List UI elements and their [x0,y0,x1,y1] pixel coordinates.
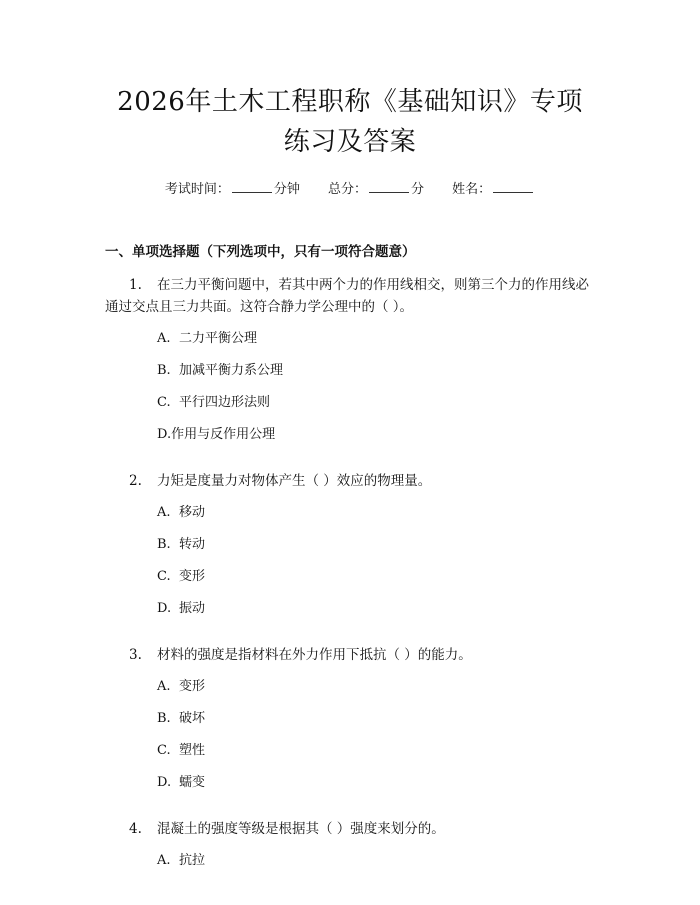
option-b [157,534,595,566]
option-text: 破坏 [179,711,206,726]
option-a [157,850,595,882]
option-letter: C. [157,743,171,758]
question-text [105,274,595,318]
option-letter: A. [157,853,171,868]
question-body: 材料的强度是指材料在外力作用下抵抗（ ）的能力。 [157,647,472,663]
question-3 [105,644,595,804]
option-text: 抗拉 [179,853,206,868]
question-body: 在三力平衡问题中，若其中两个力的作用线相交，则第三个力的作用线必通过交点且三力共面。这符合静力学公理中的（ ）。 [105,277,589,315]
option-text: 蠕变 [179,775,206,790]
option-letter: B. [157,363,171,378]
question-text [105,470,595,492]
option-c [157,566,595,598]
option-a [157,676,595,708]
option-d [157,772,595,804]
option-letter: D. [157,427,172,442]
question-1 [105,274,595,456]
exam-time-blank [232,180,272,193]
option-letter: A. [157,679,171,694]
option-text: 变形 [179,679,206,694]
question-text [105,644,595,666]
option-c [157,740,595,772]
option-letter: B. [157,537,171,552]
total-score-label: 总分： [327,182,367,197]
option-d [157,598,595,630]
question-body: 混凝土的强度等级是根据其（ ）强度来划分的。 [157,821,445,837]
exam-info-line [105,178,595,197]
option-b [157,360,595,392]
option-text: 振动 [179,601,206,616]
option-text: 塑性 [179,743,206,758]
question-body: 力矩是度量力对物体产生（ ）效应的物理量。 [157,473,432,489]
question-number: 1. [129,277,142,293]
total-score-field [328,178,424,197]
option-c [157,392,595,424]
section-header: 一、单项选择题（下列选项中，只有一项符合题意） [105,244,416,260]
option-text: 转动 [179,537,206,552]
option-b [157,708,595,740]
question-2 [105,470,595,630]
option-a [157,328,595,360]
name-field [452,178,535,197]
exam-time-label: 考试时间： [164,182,230,197]
option-letter: B. [157,711,171,726]
option-text: 移动 [179,505,206,520]
option-text: 平行四边形法则 [179,395,271,410]
option-text: 作用与反作用公理 [171,427,276,442]
option-letter: D. [157,775,172,790]
option-list [105,328,595,456]
option-list [105,502,595,630]
option-letter: C. [157,569,171,584]
question-number: 3. [129,647,142,663]
option-text: 加减平衡力系公理 [179,363,284,378]
question-4 [105,818,595,882]
option-letter: A. [157,505,171,520]
exam-time-unit: 分钟 [273,182,300,197]
total-score-unit: 分 [411,182,425,197]
option-a [157,502,595,534]
exam-time-field [165,178,300,197]
option-letter: A. [157,331,171,346]
option-letter: D. [157,601,172,616]
document-title: 2026年土木工程职称《基础知识》专项练习及答案 [117,87,583,157]
name-label: 姓名： [452,182,492,197]
option-list [105,850,595,882]
total-score-blank [369,180,409,193]
option-text: 二力平衡公理 [179,331,258,346]
question-text [105,818,595,840]
name-blank [493,180,533,193]
option-d [157,424,595,456]
question-number: 2. [129,473,142,489]
option-list [105,676,595,804]
option-text: 变形 [179,569,206,584]
question-number: 4. [129,821,142,837]
option-letter: C. [157,395,171,410]
